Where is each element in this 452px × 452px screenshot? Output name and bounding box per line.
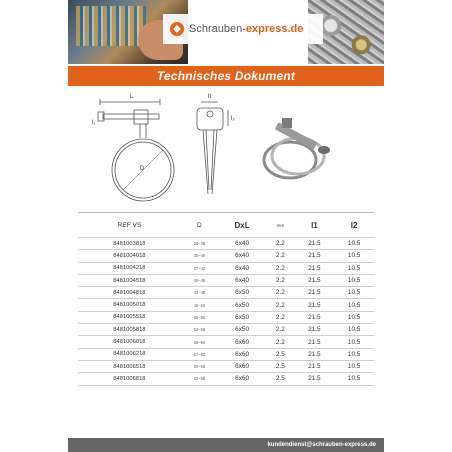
cell-l1: 21.5	[295, 274, 335, 286]
cell-mm: 2.2	[266, 262, 294, 274]
cell-l2: 10.5	[334, 324, 374, 336]
cell-mm: 2.2	[266, 250, 294, 262]
cell-mm: 2.2	[266, 287, 294, 299]
document-page	[68, 0, 384, 452]
hose-clamp-illustration	[264, 118, 330, 178]
cell-d: 60–65	[181, 360, 218, 372]
cell-d: 40–45	[181, 274, 218, 286]
footer-email: kundendienst@schrauben-express.de	[267, 442, 376, 448]
cell-l2: 10.5	[334, 250, 374, 262]
cell-l1: 21.5	[295, 262, 335, 274]
cell-dxl: 6x40	[218, 238, 266, 250]
logo-icon	[169, 21, 185, 37]
cell-mm: 2.2	[266, 299, 294, 311]
cell-l1: 21.5	[295, 324, 335, 336]
cell-dxl: 6x60	[218, 348, 266, 360]
table-row	[78, 250, 374, 262]
cell-ref: 8481005018	[78, 299, 181, 311]
cell-l2: 10.5	[334, 311, 374, 323]
cell-ref: 8481004218	[78, 262, 181, 274]
table-row	[78, 238, 374, 250]
cell-dxl: 6x40	[218, 274, 266, 286]
col-header-l1: l1	[295, 213, 335, 238]
table-row	[78, 336, 374, 348]
cell-l2: 10.5	[334, 360, 374, 372]
cell-l2: 10.5	[334, 287, 374, 299]
table-row	[78, 311, 374, 323]
page-title: Technisches Dokument	[156, 69, 296, 83]
cell-d: 50–55	[181, 311, 218, 323]
col-header-l2: l2	[334, 213, 374, 238]
cell-d: 35–40	[181, 250, 218, 262]
spec-table	[78, 212, 374, 386]
cell-ref: 8481005818	[78, 324, 181, 336]
table-row	[78, 348, 374, 360]
brand-name: Schrauben-express.de	[189, 23, 304, 35]
cell-l1: 21.5	[295, 336, 335, 348]
cell-ref: 8481006818	[78, 373, 181, 385]
cell-l1: 21.5	[295, 250, 335, 262]
cell-ref: 8481004018	[78, 250, 181, 262]
cell-l1: 21.5	[295, 238, 335, 250]
table-row	[78, 324, 374, 336]
cell-mm: 2.2	[266, 311, 294, 323]
brand-logo	[163, 14, 323, 44]
cell-dxl: 6x50	[218, 299, 266, 311]
cell-l2: 10.5	[334, 238, 374, 250]
dim-label-l1: l₁	[92, 120, 96, 126]
dim-label-h: h	[208, 94, 212, 100]
table-row	[78, 262, 374, 274]
cell-l1: 21.5	[295, 348, 335, 360]
cell-l1: 21.5	[295, 311, 335, 323]
table-row	[78, 360, 374, 372]
cell-l2: 10.5	[334, 299, 374, 311]
cell-mm: 2.5	[266, 373, 294, 385]
cell-ref: 8481006518	[78, 360, 181, 372]
cell-mm: 2.2	[266, 336, 294, 348]
cell-dxl: 6x50	[218, 287, 266, 299]
col-header-ref: REF VS	[78, 213, 181, 238]
cell-l1: 21.5	[295, 360, 335, 372]
cell-mm: 2.2	[266, 238, 294, 250]
cell-l2: 10.5	[334, 348, 374, 360]
table-header-row	[78, 213, 374, 238]
cell-mm: 2.2	[266, 324, 294, 336]
technical-drawing	[68, 90, 384, 210]
cell-dxl: 6x60	[218, 373, 266, 385]
cell-l1: 21.5	[295, 287, 335, 299]
cell-ref: 8481003818	[78, 238, 181, 250]
title-bar	[68, 66, 384, 86]
cell-mm: 2.5	[266, 348, 294, 360]
cell-d: 57–62	[181, 348, 218, 360]
cell-dxl: 6x50	[218, 324, 266, 336]
col-header-mm: mm	[266, 213, 294, 238]
cell-l2: 10.5	[334, 373, 374, 385]
cell-d: 53–58	[181, 324, 218, 336]
cell-ref: 8481004518	[78, 274, 181, 286]
tool-bits-graphic	[76, 6, 146, 46]
table-row	[78, 299, 374, 311]
cell-mm: 2.5	[266, 360, 294, 372]
table-row	[78, 287, 374, 299]
cell-l2: 10.5	[334, 274, 374, 286]
cell-dxl: 6x60	[218, 360, 266, 372]
cell-d: 34–38	[181, 238, 218, 250]
cell-d: 45–50	[181, 299, 218, 311]
col-header-dxl: DxL	[218, 213, 266, 238]
cell-l1: 21.5	[295, 373, 335, 385]
cell-l2: 10.5	[334, 262, 374, 274]
dim-label-L: L	[130, 94, 134, 100]
header-banner	[68, 0, 384, 64]
cell-d: 43–48	[181, 287, 218, 299]
cell-l1: 21.5	[295, 299, 335, 311]
cell-ref: 8481004818	[78, 287, 181, 299]
cell-dxl: 6x40	[218, 262, 266, 274]
dim-label-l2: l₂	[231, 116, 235, 122]
cell-dxl: 6x60	[218, 336, 266, 348]
table-row	[78, 373, 374, 385]
cell-ref: 8481006218	[78, 348, 181, 360]
cell-l2: 10.5	[334, 336, 374, 348]
cell-d: 63–68	[181, 373, 218, 385]
cell-d: 37–42	[181, 262, 218, 274]
cell-ref: 8481005518	[78, 311, 181, 323]
footer-bar	[68, 438, 384, 452]
cell-mm: 2.2	[266, 274, 294, 286]
col-header-d: D	[181, 213, 218, 238]
cell-d: 55–60	[181, 336, 218, 348]
cell-dxl: 6x40	[218, 250, 266, 262]
cell-dxl: 6x50	[218, 311, 266, 323]
cell-ref: 8481006018	[78, 336, 181, 348]
table-row	[78, 274, 374, 286]
dim-label-D: D	[140, 166, 145, 172]
